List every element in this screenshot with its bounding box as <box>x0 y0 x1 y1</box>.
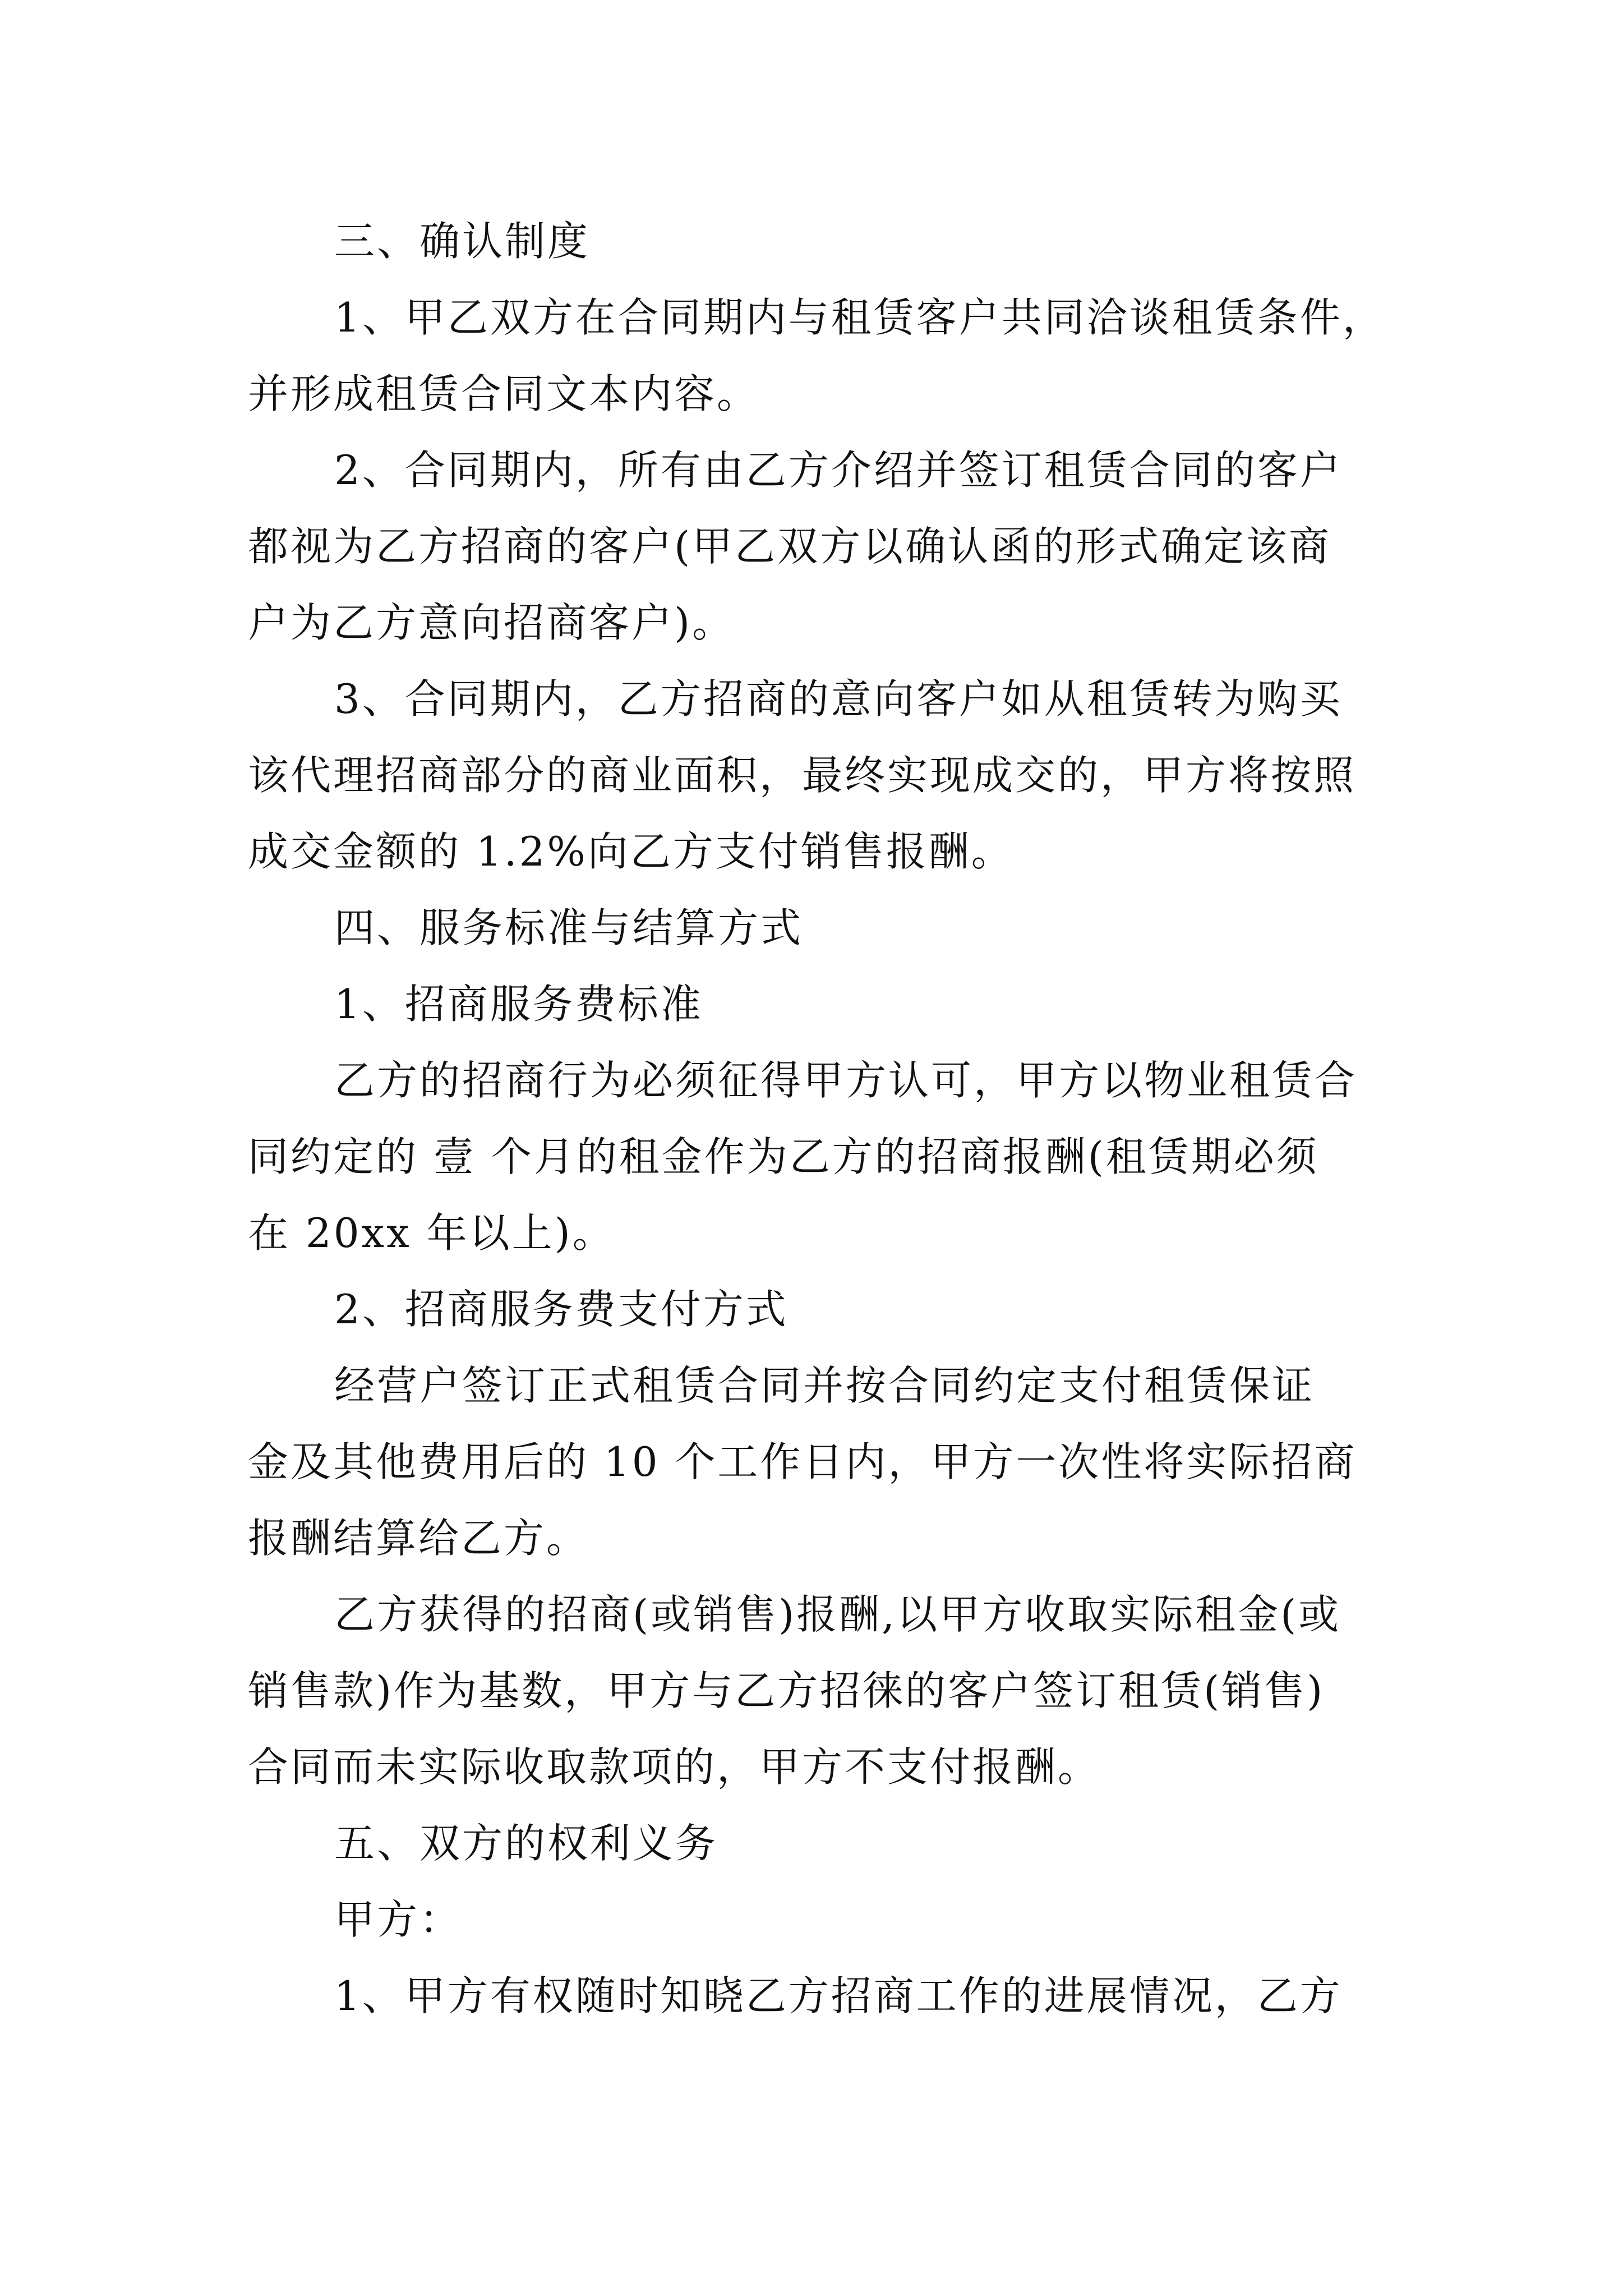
paragraph-line: 2、合同期内，所有由乙方介绍并签订租赁合同的客户 <box>334 447 1343 494</box>
subsection-heading: 2、招商服务费支付方式 <box>334 1286 789 1333</box>
paragraph-line: 金及其他费用后的 10 个工作日内，甲方一次性将实际招商 <box>248 1438 1357 1485</box>
paragraph-line: 并形成租赁合同文本内容。 <box>248 370 760 417</box>
paragraph-line: 报酬结算给乙方。 <box>248 1515 589 1562</box>
paragraph-line: 经营户签订正式租赁合同并按合同约定支付租赁保证 <box>334 1362 1315 1409</box>
paragraph-line: 该代理招商部分的商业面积，最终实现成交的，甲方将按照 <box>248 752 1357 799</box>
party-label: 甲方： <box>334 1896 463 1943</box>
section-heading-4: 四、服务标准与结算方式 <box>334 904 804 951</box>
document-body <box>248 203 1392 2034</box>
section-heading-5: 五、双方的权利义务 <box>334 1820 718 1867</box>
paragraph-line: 成交金额的 1.2%向乙方支付销售报酬。 <box>248 828 1014 875</box>
paragraph-line: 乙方获得的招商(或销售)报酬,以甲方收取实际租金(或 <box>334 1591 1341 1638</box>
paragraph-line: 同约定的 壹 个月的租金作为乙方的招商报酬(租赁期必须 <box>248 1133 1319 1180</box>
paragraph-line: 1、甲方有权随时知晓乙方招商工作的进展情况，乙方 <box>334 1972 1343 2019</box>
paragraph-line: 在 20xx 年以上)。 <box>248 1209 615 1257</box>
paragraph-line: 都视为乙方招商的客户(甲乙双方以确认函的形式确定该商 <box>248 523 1332 570</box>
section-heading-3: 三、确认制度 <box>334 218 591 265</box>
paragraph-line: 合同而未实际收取款项的，甲方不支付报酬。 <box>248 1743 1101 1791</box>
paragraph-line: 3、合同期内，乙方招商的意向客户如从租赁转为购买 <box>334 675 1343 723</box>
paragraph-line: 销售款)作为基数，甲方与乙方招徕的客户签订租赁(销售) <box>248 1667 1325 1714</box>
paragraph-line: 乙方的招商行为必须征得甲方认可，甲方以物业租赁合 <box>334 1057 1358 1104</box>
paragraph-line: 1、甲乙双方在合同期内与租赁客户共同洽谈租赁条件， <box>334 294 1385 341</box>
subsection-heading: 1、招商服务费标准 <box>334 981 703 1028</box>
paragraph-line: 户为乙方意向招商客户)。 <box>248 599 735 646</box>
